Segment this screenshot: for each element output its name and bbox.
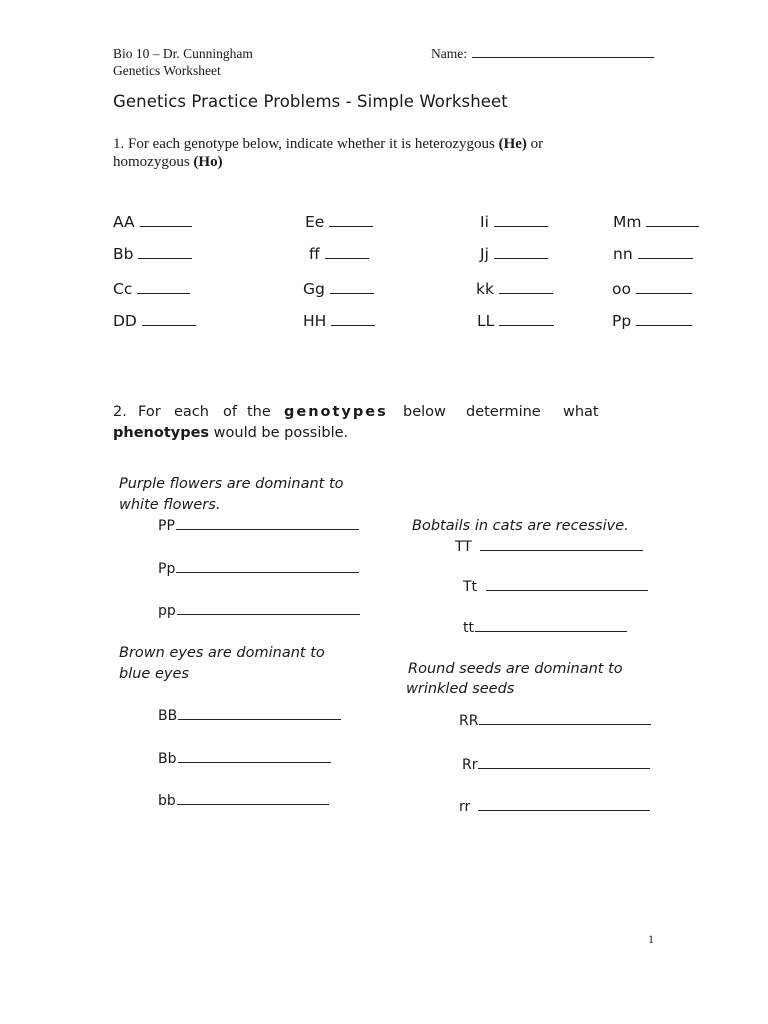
phenotypes-keyword: phenotypes — [113, 425, 210, 441]
answer-blank[interactable] — [177, 803, 329, 805]
phenotype-answer-row[interactable] — [455, 539, 643, 555]
genotype-item[interactable] — [476, 280, 553, 298]
he-abbrev: (He) — [498, 136, 527, 152]
genotype-label: TT — [455, 539, 477, 555]
genotype-item[interactable] — [612, 312, 692, 330]
page-number: 1 — [648, 932, 654, 946]
brown-prompt-line1: Brown eyes are dominant to — [119, 645, 325, 661]
q2-word: the — [247, 404, 271, 420]
q2-text: would be possible. — [209, 425, 349, 441]
answer-blank[interactable] — [499, 324, 554, 326]
q2-word: of — [223, 404, 237, 420]
answer-blank[interactable] — [480, 549, 643, 551]
genotype-label: tt — [463, 620, 474, 636]
genotype-label: oo — [612, 280, 631, 298]
answer-blank[interactable] — [178, 761, 331, 763]
genotype-item[interactable] — [477, 312, 554, 330]
answer-blank[interactable] — [329, 225, 373, 227]
genotype-item[interactable] — [113, 245, 192, 263]
name-field[interactable] — [431, 46, 654, 62]
answer-blank[interactable] — [494, 225, 548, 227]
genotype-label: Bb — [113, 245, 134, 263]
answer-blank[interactable] — [475, 630, 627, 632]
q2-num: 2. — [113, 404, 127, 420]
answer-blank[interactable] — [646, 225, 699, 227]
phenotype-answer-row[interactable] — [158, 793, 329, 809]
genotype-item[interactable] — [613, 245, 693, 263]
phenotype-answer-row[interactable] — [158, 518, 359, 534]
answer-blank[interactable] — [479, 723, 651, 725]
genotype-label: Rr — [462, 757, 478, 773]
genotype-item[interactable] — [113, 280, 190, 298]
genotype-label: DD — [113, 312, 137, 330]
name-label: Name: — [431, 46, 471, 61]
answer-blank[interactable] — [638, 257, 693, 259]
answer-blank[interactable] — [138, 257, 192, 259]
genotype-item[interactable] — [480, 213, 548, 231]
genotype-label: Mm — [613, 213, 642, 231]
phenotype-answer-row[interactable] — [463, 620, 627, 636]
genotype-item[interactable] — [113, 213, 192, 231]
answer-blank[interactable] — [176, 528, 359, 530]
genotype-label: pp — [158, 603, 176, 619]
answer-blank[interactable] — [478, 809, 650, 811]
genotype-label: PP — [158, 518, 175, 534]
brown-prompt-line2: blue eyes — [119, 666, 189, 682]
genotype-label: LL — [477, 312, 495, 330]
genotype-label: Ee — [305, 213, 325, 231]
purple-prompt-line2: white flowers. — [119, 497, 221, 513]
genotype-item[interactable] — [480, 245, 548, 263]
q2-word: For — [138, 404, 161, 420]
genotype-label: Tt — [463, 579, 482, 595]
round-prompt-line2: wrinkled seeds — [406, 681, 515, 697]
purple-prompt-line1: Purple flowers are dominant to — [119, 476, 344, 492]
phenotype-answer-row[interactable] — [158, 708, 341, 724]
genotype-item[interactable] — [303, 312, 375, 330]
name-blank[interactable] — [472, 56, 654, 58]
genotype-label: kk — [476, 280, 494, 298]
genotype-label: RR — [459, 713, 479, 729]
q2-word: below — [403, 404, 446, 420]
genotype-label: Cc — [113, 280, 133, 298]
phenotype-answer-row[interactable] — [158, 751, 331, 767]
worksheet-subtitle: Genetics Worksheet — [113, 63, 221, 78]
genotype-item[interactable] — [303, 280, 374, 298]
genotypes-keyword: genotypes — [284, 404, 388, 420]
genotype-label: AA — [113, 213, 135, 231]
answer-blank[interactable] — [486, 589, 648, 591]
genotype-label: Ii — [480, 213, 489, 231]
q1-text-homozygous: homozygous — [113, 154, 194, 170]
genotype-label: bb — [158, 793, 176, 809]
genotype-label: HH — [303, 312, 327, 330]
answer-blank[interactable] — [137, 292, 190, 294]
bobtail-prompt: Bobtails in cats are recessive. — [412, 518, 629, 534]
q1-text: 1. For each genotype below, indicate whether it is heterozygous — [113, 136, 499, 152]
answer-blank[interactable] — [142, 324, 196, 326]
q1-instructions-line2 — [113, 153, 223, 171]
genotype-label: Bb — [158, 751, 177, 767]
answer-blank[interactable] — [176, 571, 359, 573]
course-label: Bio 10 – Dr. Cunningham — [113, 46, 253, 61]
answer-blank[interactable] — [478, 767, 650, 769]
phenotype-answer-row[interactable] — [462, 757, 650, 773]
round-prompt-line1: Round seeds are dominant to — [408, 661, 623, 677]
genotype-item[interactable] — [113, 312, 196, 330]
genotype-label: BB — [158, 708, 178, 724]
phenotype-answer-row[interactable] — [459, 713, 651, 729]
answer-blank[interactable] — [178, 718, 341, 720]
answer-blank[interactable] — [331, 324, 375, 326]
genotype-label: Pp — [612, 312, 632, 330]
phenotype-answer-row[interactable] — [158, 561, 359, 577]
answer-blank[interactable] — [499, 292, 553, 294]
genotype-label: ff — [309, 245, 320, 263]
q2-line2 — [113, 423, 348, 444]
answer-blank[interactable] — [177, 613, 360, 615]
answer-blank[interactable] — [330, 292, 374, 294]
ho-abbrev: (Ho) — [193, 154, 223, 170]
answer-blank[interactable] — [636, 324, 692, 326]
answer-blank[interactable] — [325, 257, 369, 259]
genotype-label: Pp — [158, 561, 176, 577]
genotype-item[interactable] — [613, 213, 699, 231]
q2-word: what — [563, 404, 599, 420]
q2-word: determine — [466, 404, 541, 420]
phenotype-answer-row[interactable] — [158, 603, 360, 619]
q1-instructions-line1 — [113, 135, 543, 153]
genotype-item[interactable] — [309, 245, 369, 263]
genotype-label: nn — [613, 245, 633, 263]
q2-word: each — [174, 404, 209, 420]
genotype-label: rr — [459, 799, 475, 815]
answer-blank[interactable] — [494, 257, 548, 259]
q1-text-or: or — [526, 136, 544, 152]
page-title: Genetics Practice Problems - Simple Worksheet — [113, 92, 508, 111]
answer-blank[interactable] — [140, 225, 192, 227]
phenotype-answer-row[interactable] — [463, 579, 648, 595]
genotype-item[interactable] — [305, 213, 373, 231]
genotype-label: Gg — [303, 280, 325, 298]
genotype-item[interactable] — [612, 280, 692, 298]
phenotype-answer-row[interactable] — [459, 799, 650, 815]
genotype-label: Jj — [480, 245, 489, 263]
answer-blank[interactable] — [636, 292, 692, 294]
